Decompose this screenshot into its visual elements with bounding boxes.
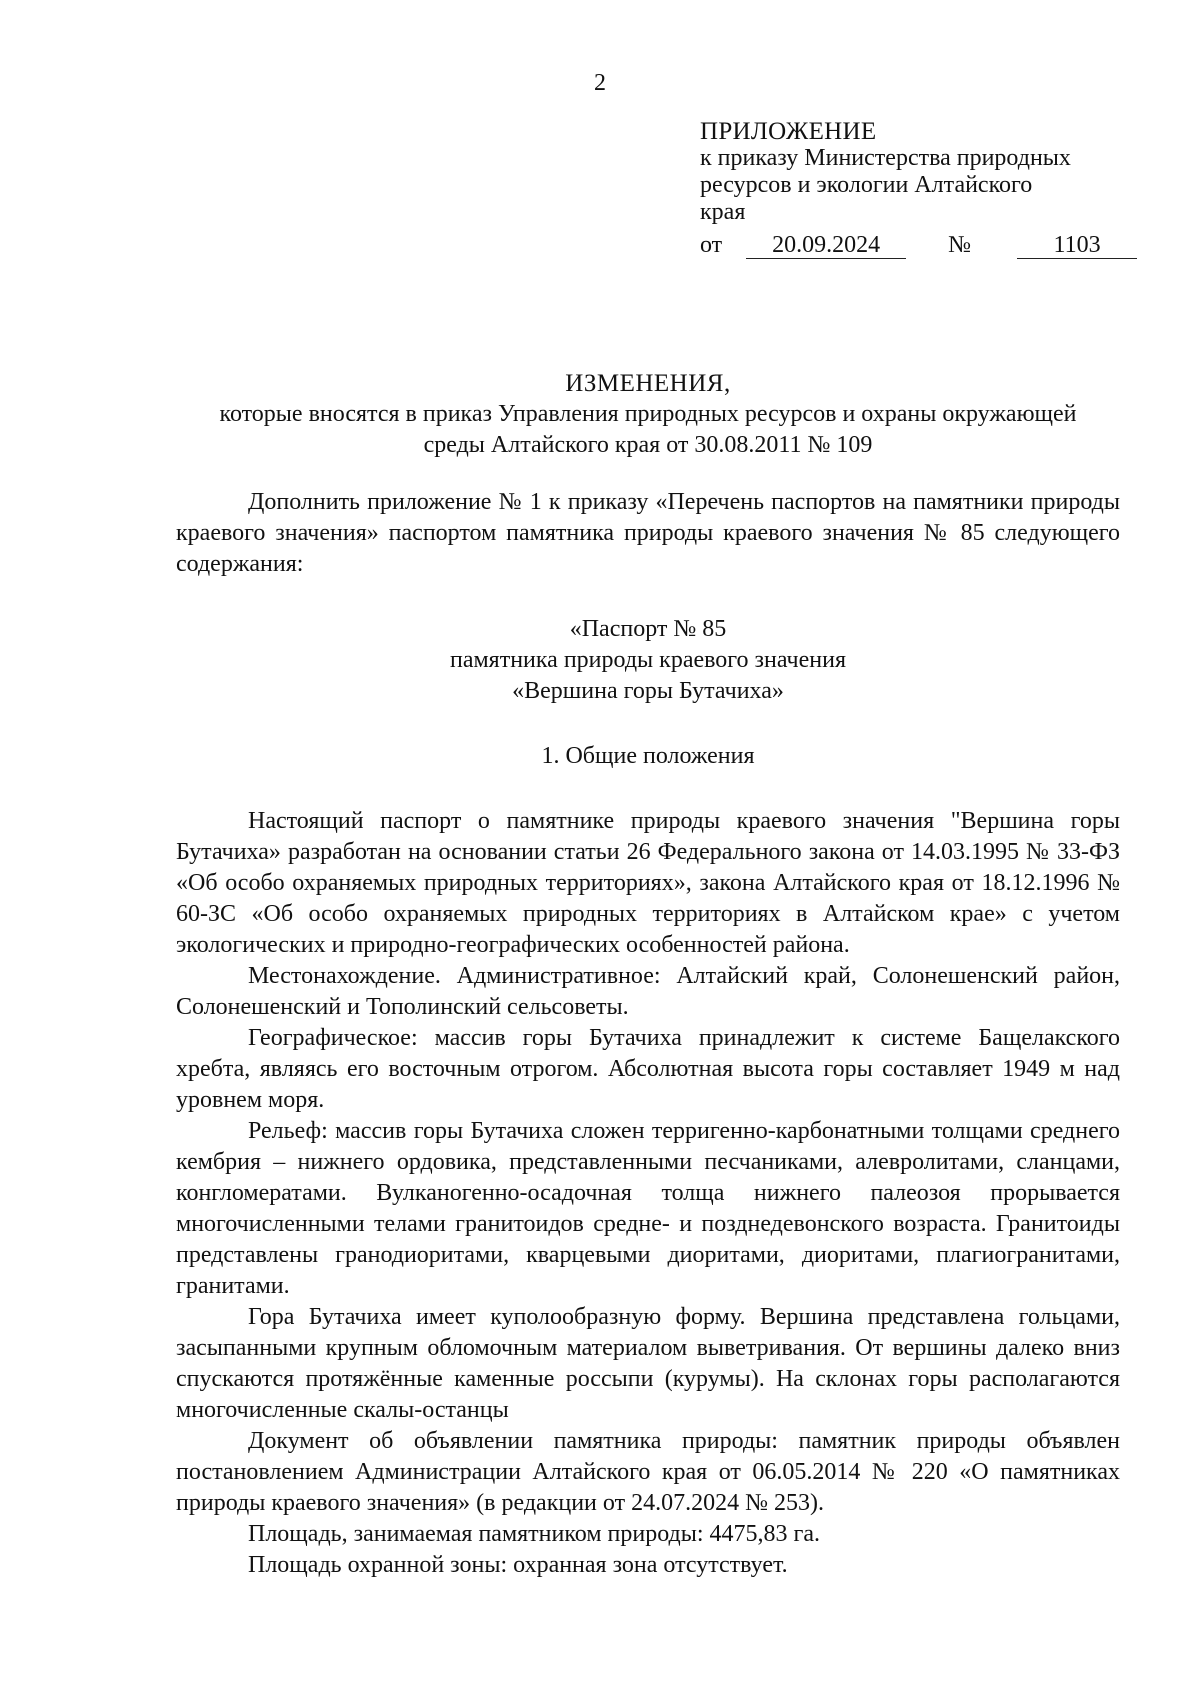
- body-paragraph: Документ об объявлении памятника природы: памятник природы объявлен постановлением Администрации Алтайского края от 06.05.2014 № 220 «О памятниках природы краевого значения» (в редакции от 24.07.2024 № 253).: [176, 1428, 1120, 1516]
- page-number: 2: [594, 70, 606, 96]
- body-paragraph: Рельеф: массив горы Бутачиха сложен терригенно-карбонатными толщами среднего кембрия – нижнего ордовика, представленными песчаниками, алевролитами, сланцами, конгломератами. Вулканогенно-осадочная толща нижнего палеозоя прорывается многочисленными телами гранитоидов средне- и позднедевонского возраста. Гранитоиды представлены гранодиоритами, кварцевыми диоритами, диоритами, плагиогранитами, гранитами.: [176, 1118, 1120, 1299]
- annex-line: края: [700, 199, 746, 225]
- intro-paragraph: Дополнить приложение № 1 к приказу «Перечень паспортов на памятники природы краевого значения» паспортом памятника природы краевого значения № 85 следующего содержания:: [176, 489, 1120, 577]
- order-number: 1103: [1017, 232, 1137, 259]
- body-paragraph: Площадь охранной зоны: охранная зона отсутствует.: [248, 1552, 788, 1578]
- number-sign: №: [948, 232, 972, 258]
- changes-subtitle-line: которые вносятся в приказ Управления природных ресурсов и охраны окружающей: [219, 401, 1077, 427]
- annex-line: ресурсов и экологии Алтайского: [700, 172, 1033, 198]
- body-paragraph: Географическое: массив горы Бутачиха принадлежит к системе Бащелакского хребта, являясь его восточным отрогом. Абсолютная высота горы составляет 1949 м над уровнем моря.: [176, 1025, 1120, 1113]
- body-paragraph: Местонахождение. Административное: Алтайский край, Солонешенский район, Солонешенский и Тополинский сельсоветы.: [176, 963, 1120, 1020]
- body-paragraph: Площадь, занимаемая памятником природы: 4475,83 га.: [248, 1521, 821, 1547]
- changes-title: ИЗМЕНЕНИЯ,: [565, 370, 731, 397]
- annex-line: к приказу Министерства природных: [700, 145, 1071, 171]
- annex-header: [700, 118, 1140, 259]
- order-date-number-row: [700, 232, 1140, 259]
- annex-title: ПРИЛОЖЕНИЕ: [700, 118, 877, 145]
- changes-subtitle-line: среды Алтайского края от 30.08.2011 № 109: [423, 432, 873, 458]
- document-body: [176, 368, 1120, 1581]
- passport-title-line: памятника природы краевого значения: [449, 647, 847, 673]
- order-date: 20.09.2024: [746, 232, 906, 259]
- date-prefix: от: [700, 232, 723, 258]
- body-paragraph: Настоящий паспорт о памятнике природы краевого значения "Вершина горы Бутачиха» разработан на основании статьи 26 Федерального закона от 14.03.1995 № 33-ФЗ «Об особо охраняемых природных территориях», закона Алтайского края от 18.12.1996 № 60-ЗС «Об особо охраняемых природных территориях в Алтайском крае» с учетом экологических и природно-географических особенностей района.: [176, 808, 1120, 958]
- section-title: 1. Общие положения: [541, 743, 755, 769]
- body-paragraph: Гора Бутачиха имеет куполообразную форму. Вершина представлена гольцами, засыпанными крупным обломочным материалом выветривания. От вершины далеко вниз спускаются протяжённые каменные россыпи (курумы). На склонах горы располагаются многочисленные скалы-останцы: [176, 1304, 1120, 1423]
- passport-title-line: «Вершина горы Бутачиха»: [512, 678, 784, 704]
- passport-title-line: «Паспорт № 85: [569, 616, 727, 642]
